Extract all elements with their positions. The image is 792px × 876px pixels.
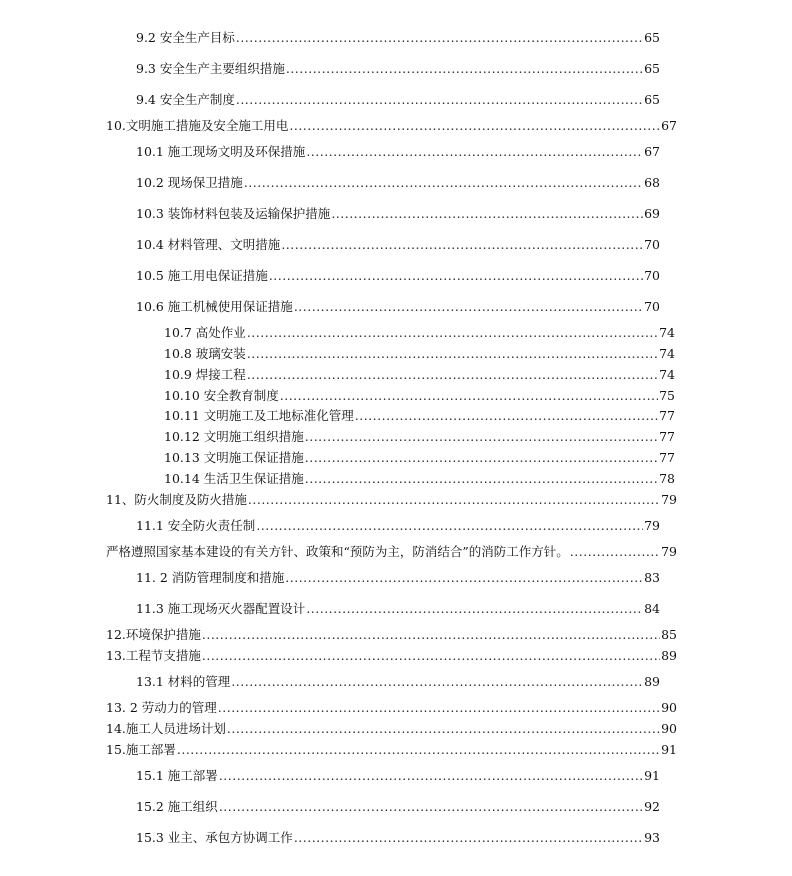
toc-entry-text: 10.11 文明施工及工地标准化管理 xyxy=(164,408,354,423)
toc-entry[interactable] xyxy=(106,700,677,716)
toc-entry[interactable] xyxy=(106,721,677,737)
toc-entry[interactable] xyxy=(136,299,660,315)
toc-entry-text: 10.12 文明施工组织措施 xyxy=(164,429,304,444)
toc-entry-text: 9.3 安全生产主要组织措施 xyxy=(136,61,285,76)
toc-entry-text: 10.1 施工现场文明及环保措施 xyxy=(136,144,306,159)
dot-leader xyxy=(227,721,660,737)
dot-leader xyxy=(570,544,660,560)
dot-leader xyxy=(231,674,643,690)
toc-entry-text: 13.工程节支措施 xyxy=(106,648,201,663)
toc-entry-text: 严格遵照国家基本建设的有关方针、政策和“预防为主，防消结合”的消防工作方针。 xyxy=(106,544,569,559)
dot-leader xyxy=(256,518,643,534)
toc-entry[interactable] xyxy=(164,429,675,445)
toc-page-number: 77 xyxy=(659,429,675,444)
toc-page-number: 90 xyxy=(661,700,677,715)
toc-page-number: 91 xyxy=(661,742,677,757)
dot-leader xyxy=(285,570,643,586)
toc-entry-text: 10.3 装饰材料包装及运输保护措施 xyxy=(136,206,331,221)
toc-page-number: 74 xyxy=(659,325,675,340)
toc-entry-text: 10.8 玻璃安装 xyxy=(164,346,246,361)
toc-page-number: 85 xyxy=(661,627,677,642)
toc-entry-text: 15.1 施工部署 xyxy=(136,768,218,783)
dot-leader xyxy=(247,367,658,383)
dot-leader xyxy=(219,799,643,815)
toc-entry[interactable] xyxy=(106,648,677,664)
dot-leader xyxy=(202,627,660,643)
toc-page-number: 79 xyxy=(661,544,677,559)
toc-page-number: 84 xyxy=(644,601,660,616)
toc-page-number: 67 xyxy=(644,144,660,159)
toc-page-number: 78 xyxy=(659,471,675,486)
toc-entry-text: 9.2 安全生产目标 xyxy=(136,30,235,45)
toc-entry-text: 11、防火制度及防火措施 xyxy=(106,492,247,507)
toc-entry[interactable] xyxy=(164,450,675,466)
toc-page-number: 70 xyxy=(644,299,660,314)
toc-page-number: 90 xyxy=(661,721,677,736)
toc-entry-text: 10.14 生活卫生保证措施 xyxy=(164,471,304,486)
toc-entry[interactable] xyxy=(136,799,660,815)
toc-entry-text: 15.施工部署 xyxy=(106,742,176,757)
toc-entry-text: 10.7 高处作业 xyxy=(164,325,246,340)
toc-entry-text: 10.文明施工措施及安全施工用电 xyxy=(106,118,289,133)
toc-entry[interactable] xyxy=(106,544,677,560)
toc-page-number: 83 xyxy=(644,570,660,585)
toc-entry-text: 13.1 材料的管理 xyxy=(136,674,231,689)
toc-entry[interactable] xyxy=(106,742,677,758)
toc-entry-text: 10.13 文明施工保证措施 xyxy=(164,450,304,465)
toc-entry[interactable] xyxy=(106,492,677,508)
toc-page-number: 70 xyxy=(644,268,660,283)
toc-page-number: 77 xyxy=(659,408,675,423)
toc-entry-text: 14.施工人员进场计划 xyxy=(106,721,226,736)
dot-leader xyxy=(305,471,658,487)
toc-page-number: 65 xyxy=(644,61,660,76)
dot-leader xyxy=(219,768,643,784)
toc-page-number: 89 xyxy=(661,648,677,663)
toc-page-number: 77 xyxy=(659,450,675,465)
toc-entry[interactable] xyxy=(136,206,660,222)
toc-entry[interactable] xyxy=(164,346,675,362)
toc-entry-text: 9.4 安全生产制度 xyxy=(136,92,235,107)
toc-page-number: 89 xyxy=(644,674,660,689)
toc-entry[interactable] xyxy=(136,268,660,284)
toc-page-number: 65 xyxy=(644,92,660,107)
dot-leader xyxy=(236,30,643,46)
toc-entry[interactable] xyxy=(136,768,660,784)
dot-leader xyxy=(306,144,643,160)
toc-page-number: 70 xyxy=(644,237,660,252)
toc-entry-text: 10.5 施工用电保证措施 xyxy=(136,268,268,283)
toc-entry[interactable] xyxy=(164,367,675,383)
toc-entry-text: 10.2 现场保卫措施 xyxy=(136,175,243,190)
toc-entry-text: 10.6 施工机械使用保证措施 xyxy=(136,299,293,314)
toc-entry[interactable] xyxy=(164,325,675,341)
toc-entry[interactable] xyxy=(136,674,660,690)
toc-entry[interactable] xyxy=(164,408,675,424)
toc-entry[interactable] xyxy=(136,601,660,617)
toc-entry[interactable] xyxy=(136,175,660,191)
toc-entry[interactable] xyxy=(164,388,675,404)
dot-leader xyxy=(305,450,658,466)
toc-entry[interactable] xyxy=(136,144,660,160)
dot-leader xyxy=(202,648,660,664)
dot-leader xyxy=(177,742,660,758)
dot-leader xyxy=(281,237,643,253)
toc-page-number: 67 xyxy=(661,118,677,133)
dot-leader xyxy=(280,388,658,404)
dot-leader xyxy=(331,206,643,222)
dot-leader xyxy=(247,346,658,362)
toc-entry-text: 11.3 施工现场灭火器配置设计 xyxy=(136,601,306,616)
toc-entry-text: 13. 2 劳动力的管理 xyxy=(106,700,217,715)
toc-entry-text: 10.10 安全教育制度 xyxy=(164,388,279,403)
toc-page-number: 74 xyxy=(659,346,675,361)
toc-page-number: 91 xyxy=(644,768,660,783)
toc-page-number: 74 xyxy=(659,367,675,382)
dot-leader xyxy=(244,175,643,191)
toc-entry-text: 15.2 施工组织 xyxy=(136,799,218,814)
dot-leader xyxy=(355,408,658,424)
toc-page-number: 79 xyxy=(661,492,677,507)
dot-leader xyxy=(269,268,643,284)
toc-entry-text: 10.4 材料管理、文明措施 xyxy=(136,237,281,252)
toc-page-number: 75 xyxy=(659,388,675,403)
toc-entry[interactable] xyxy=(106,627,677,643)
dot-leader xyxy=(294,830,643,846)
toc-entry[interactable] xyxy=(136,92,660,108)
toc-entry-text: 11. 2 消防管理制度和措施 xyxy=(136,570,285,585)
toc-entry[interactable] xyxy=(136,830,660,846)
toc-entry[interactable] xyxy=(136,237,660,253)
toc-page-number: 65 xyxy=(644,30,660,45)
toc-page-number: 79 xyxy=(644,518,660,533)
dot-leader xyxy=(248,492,660,508)
toc-entry[interactable] xyxy=(136,518,660,534)
dot-leader xyxy=(305,429,658,445)
dot-leader xyxy=(247,325,658,341)
toc-entry-text: 15.3 业主、承包方协调工作 xyxy=(136,830,293,845)
toc-entry-text: 12.环境保护措施 xyxy=(106,627,201,642)
toc-entry[interactable] xyxy=(136,30,660,46)
dot-leader xyxy=(286,61,643,77)
toc-entry[interactable] xyxy=(136,61,660,77)
toc-page-number: 68 xyxy=(644,175,660,190)
toc-entry-text: 10.9 焊接工程 xyxy=(164,367,246,382)
toc-page-number: 92 xyxy=(644,799,660,814)
toc-page-number: 93 xyxy=(644,830,660,845)
toc-entry[interactable] xyxy=(106,118,677,134)
toc-entry[interactable] xyxy=(136,570,660,586)
dot-leader xyxy=(218,700,660,716)
dot-leader xyxy=(306,601,643,617)
dot-leader xyxy=(294,299,643,315)
dot-leader xyxy=(236,92,643,108)
toc-page-number: 69 xyxy=(644,206,660,221)
toc-entry-text: 11.1 安全防火责任制 xyxy=(136,518,256,533)
toc-entry[interactable] xyxy=(164,471,675,487)
dot-leader xyxy=(289,118,660,134)
